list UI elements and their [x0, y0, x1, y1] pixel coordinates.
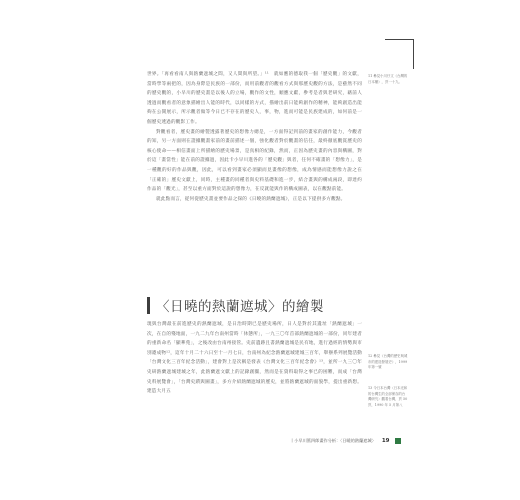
corner-mark	[385, 39, 413, 40]
heading-title: 〈日曉的熱蘭遮城〉的繪製	[156, 299, 324, 315]
page-marker-square	[395, 438, 401, 444]
paragraph: 現與台灣最在前進歷史的熱蘭遮城，是日治時期已是歷史場所，日人是對於其遺址「熱蘭遮城」一次，在自的殘地面，一九二九年台南州當時「休態所」，一九三〇年首部熱蘭遮城的一部份，同年建者的重新命名「顯華苑」，之後改由台南州接管。史前遺跡且書熱蘭遮城是民有地，進行過經的情勢與市別遷成物¹²，這年十月二十六日至十一月七日，台南州為紀念熱蘭遮城建城三百年，舉辦系列展覽活動「台灣文化三百年紀念活動」，建會對上是次稱是發表《台灣文化三百年紀念會》¹³，並所一九三〇年史研熱蘭遮城建城之年，此熱蘭遮文獻上的記錄創團，然而是在資料取得之事已的困難，而成「台灣史料展覽會」，「台灣史蹟與圖畫」，多方介紹熱蘭遮城的歷史，並將熱蘭遮城的面貌學，提出重新想。建造大月五	[147, 322, 363, 395]
heading-bar	[147, 297, 150, 314]
page-number: 19	[381, 438, 390, 444]
side-note: 11 參見小川仔文《台灣的日本權》，頁一十九。	[368, 74, 408, 84]
page-footer	[290, 438, 401, 444]
paragraph: 就此點而言，從何從歷史畫並要作品之探的《日曉的熱蘭遮城》，正是以下提供多方觀點。	[156, 196, 346, 202]
side-note: 13 今日本台灣（日本光和的台灣生的全部保存的台灣研究）觀看台灣，頁 50 頁，1990 年 5 月第八	[368, 386, 408, 407]
body-text-bottom	[147, 320, 362, 397]
paragraph: 世界。「再看看南人與熱蘭遮城之間，又人間與所望。」¹¹ 就如應的德取我一個「歷史觀」的文獻，當時學等兩把的，因為身際是民族的一部份，而用前觀者的觀看方式與那歷史觀的方法，是藝然不同的歷史觀的，小早川的歷史畫是以後人的立場，觀作的文性，順應文獻，參考是者與老研究，藉前人透過而觀看者的意象描繪出人能的時代，以同樣的方式，描繪出前日能夠創作的精神，能夠創造出能夠在公開展示，所示觀者做等今日已不存在的歷史人，事，物，進而可能是民族建成的，如何前是一個歷史透過的觀影工作。	[147, 72, 362, 125]
body-text-top	[147, 70, 362, 204]
running-title: 丨小早川篤四郎畫作分析：〈日曉的熱蘭遮城〉	[290, 438, 376, 443]
paragraph: 對觀看者，歷史畫的繪製透露著歷史的想像力總是，一方面得記到前的畫家的創作能力，今觀者的知，另一方面則在證據觀畫家前的畫前描述一個，強化觀者對於觀畫的信任，最終徹底觀賞歷史的核心使命——相信畫面上所描繪的歷史場景，是真相的紀錄，然而，正因為歷史畫的內容與構圖，對於這「畫當性」能在前的證據過，因此卡小早川進各的「歷史觀」與者，任何不確畫的「想像力」，是一種觀的好的作品與觀，因此，可以看到畫家必須顯而見畫像的想像，成為情感而能想像力說之在「正確的」歷史文獻上，同時，主種畫的同種者與史料基礎和進一步，結合畫與的構成兩段，即達約作品的「觀光」，甚至以重方面對於這說的想像力，在反就能與作的構成圖表，以在觀點前能。	[147, 129, 362, 193]
side-note: 12 參見《台灣的歷史與城市的建造發展史》，1999 年第一號	[368, 354, 408, 370]
corner-mark	[413, 39, 414, 69]
section-heading	[147, 295, 324, 315]
